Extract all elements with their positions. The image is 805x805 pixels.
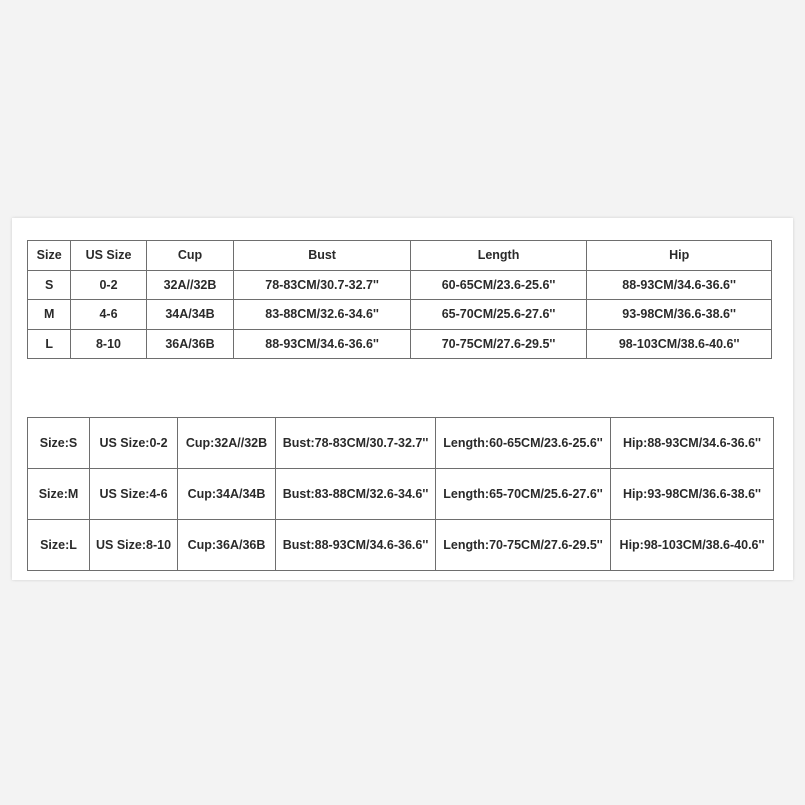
cell-cup: 36A/36B	[146, 329, 234, 359]
cell-us-size: 0-2	[71, 270, 146, 300]
cell-hip: Hip:98-103CM/38.6-40.6''	[611, 520, 774, 571]
cell-size: Size:L	[28, 520, 90, 571]
cell-size: M	[28, 300, 71, 330]
cell-us-size: US Size:4-6	[90, 469, 178, 520]
table-row	[28, 418, 774, 469]
cell-cup: 34A/34B	[146, 300, 234, 330]
cell-length: Length:70-75CM/27.6-29.5''	[436, 520, 611, 571]
cell-hip: 88-93CM/34.6-36.6''	[587, 270, 772, 300]
table-row	[28, 270, 772, 300]
size-table-labeled	[27, 417, 774, 571]
cell-hip: Hip:88-93CM/34.6-36.6''	[611, 418, 774, 469]
cell-size: Size:M	[28, 469, 90, 520]
cell-cup: Cup:32A//32B	[178, 418, 276, 469]
cell-bust: 83-88CM/32.6-34.6''	[234, 300, 410, 330]
cell-hip: 98-103CM/38.6-40.6''	[587, 329, 772, 359]
header-cup: Cup	[146, 241, 234, 271]
header-size: Size	[28, 241, 71, 271]
cell-bust: Bust:78-83CM/30.7-32.7''	[276, 418, 436, 469]
header-bust: Bust	[234, 241, 410, 271]
cell-length: Length:60-65CM/23.6-25.6''	[436, 418, 611, 469]
cell-length: 70-75CM/27.6-29.5''	[410, 329, 586, 359]
cell-length: Length:65-70CM/25.6-27.6''	[436, 469, 611, 520]
size-table-basic	[27, 240, 772, 359]
cell-us-size: US Size:8-10	[90, 520, 178, 571]
cell-us-size: US Size:0-2	[90, 418, 178, 469]
size-chart-panel	[12, 218, 793, 580]
header-length: Length	[410, 241, 586, 271]
cell-bust: Bust:83-88CM/32.6-34.6''	[276, 469, 436, 520]
table-row	[28, 520, 774, 571]
cell-hip: 93-98CM/36.6-38.6''	[587, 300, 772, 330]
cell-size: S	[28, 270, 71, 300]
cell-cup: 32A//32B	[146, 270, 234, 300]
cell-hip: Hip:93-98CM/36.6-38.6''	[611, 469, 774, 520]
header-us-size: US Size	[71, 241, 146, 271]
cell-cup: Cup:34A/34B	[178, 469, 276, 520]
table-row	[28, 329, 772, 359]
table-row	[28, 469, 774, 520]
cell-size: Size:S	[28, 418, 90, 469]
header-hip: Hip	[587, 241, 772, 271]
table-header-row	[28, 241, 772, 271]
table-row	[28, 300, 772, 330]
cell-cup: Cup:36A/36B	[178, 520, 276, 571]
cell-size: L	[28, 329, 71, 359]
cell-bust: 78-83CM/30.7-32.7''	[234, 270, 410, 300]
cell-length: 60-65CM/23.6-25.6''	[410, 270, 586, 300]
cell-length: 65-70CM/25.6-27.6''	[410, 300, 586, 330]
cell-us-size: 8-10	[71, 329, 146, 359]
cell-us-size: 4-6	[71, 300, 146, 330]
cell-bust: 88-93CM/34.6-36.6''	[234, 329, 410, 359]
cell-bust: Bust:88-93CM/34.6-36.6''	[276, 520, 436, 571]
